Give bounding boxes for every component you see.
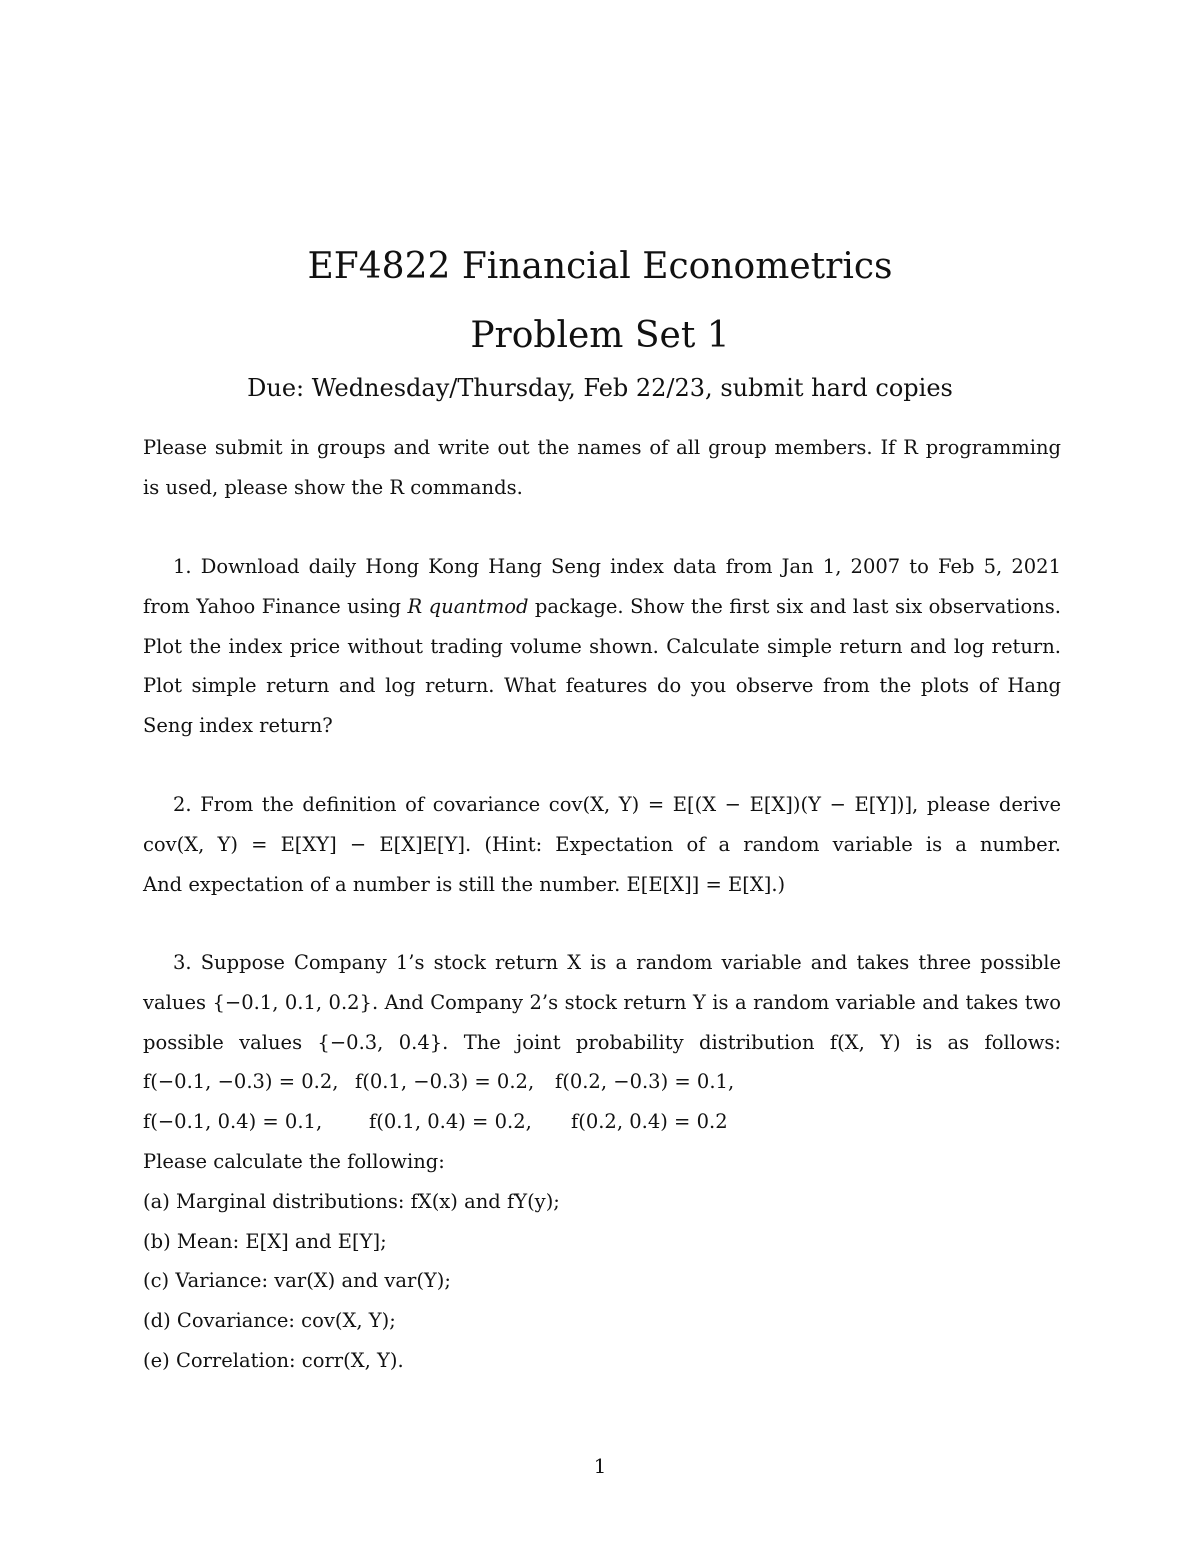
- q1-line-4: Plot simple return and log return. What features do you observe from the plots of Hang: [143, 674, 1061, 698]
- question-1: [143, 547, 1061, 746]
- q3-item-e: (e) Correlation: corr(X, Y).: [143, 1348, 404, 1372]
- intro-line-2: is used, please show the R commands.: [143, 475, 523, 499]
- q2-line-2: cov(X, Y) = E[XY] − E[X]E[Y]. (Hint: Expectation of a random variable is a number.: [143, 832, 1061, 856]
- joint-prob-cell: f(0.1, 0.4) = 0.2,: [369, 1110, 532, 1134]
- joint-dist-row-1: [143, 1062, 1061, 1102]
- course-title: EF4822 Financial Econometrics: [307, 246, 893, 287]
- q1-package-name: R quantmod: [407, 594, 529, 618]
- q1-line-2c: package. Show the first six and last six observations.: [528, 594, 1061, 618]
- q3-item-b: (b) Mean: E[X] and E[Y];: [143, 1229, 387, 1253]
- joint-prob-cell: f(0.2, −0.3) = 0.1,: [555, 1070, 735, 1094]
- question-3: [143, 943, 1061, 1381]
- joint-prob-cell: f(−0.1, 0.4) = 0.1,: [143, 1110, 323, 1134]
- q3-item-a: (a) Marginal distributions: fX(x) and fY(y);: [143, 1189, 560, 1213]
- q1-line-5: Seng index return?: [143, 714, 333, 738]
- joint-dist-row-2: [143, 1102, 1061, 1142]
- q3-line-1: 3. Suppose Company 1’s stock return X is a random variable and takes three possible: [173, 951, 1061, 974]
- joint-prob-cell: f(0.2, 0.4) = 0.2: [571, 1110, 728, 1134]
- page-number: 1: [593, 1454, 607, 1478]
- q2-line-3: And expectation of a number is still the number. E[E[X]] = E[X].): [143, 872, 786, 896]
- question-2: [143, 785, 1061, 904]
- q3-item-d: (d) Covariance: cov(X, Y);: [143, 1309, 396, 1333]
- q3-line-2: values {−0.1, 0.1, 0.2}. And Company 2’s stock return Y is a random variable and takes two: [143, 990, 1061, 1014]
- q3-calc-instruction: Please calculate the following:: [143, 1149, 445, 1173]
- intro-line-1: Please submit in groups and write out the names of all group members. If R programming: [143, 436, 1061, 459]
- q2-line-1: 2. From the definition of covariance cov(X, Y) = E[(X − E[X])(Y − E[Y])], please derive: [173, 793, 1061, 816]
- joint-prob-cell: f(−0.1, −0.3) = 0.2,: [143, 1070, 339, 1094]
- intro-paragraph: [143, 428, 1061, 508]
- due-date-line: Due: Wednesday/Thursday, Feb 22/23, submit hard copies: [247, 374, 953, 402]
- q1-line-1: 1. Download daily Hong Kong Hang Seng index data from Jan 1, 2007 to Feb 5, 2021: [173, 555, 1061, 578]
- q1-line-2a: from Yahoo Finance using: [143, 594, 408, 618]
- problem-set-title: Problem Set 1: [470, 315, 730, 356]
- q1-line-2: [143, 587, 1061, 627]
- q3-line-3: possible values {−0.3, 0.4}. The joint probability distribution f(X, Y) is as follows:: [143, 1030, 1061, 1054]
- q1-line-3: Plot the index price without trading volume shown. Calculate simple return and log return.: [143, 634, 1061, 658]
- q3-item-c: (c) Variance: var(X) and var(Y);: [143, 1269, 451, 1293]
- joint-prob-cell: f(0.1, −0.3) = 0.2,: [355, 1070, 535, 1094]
